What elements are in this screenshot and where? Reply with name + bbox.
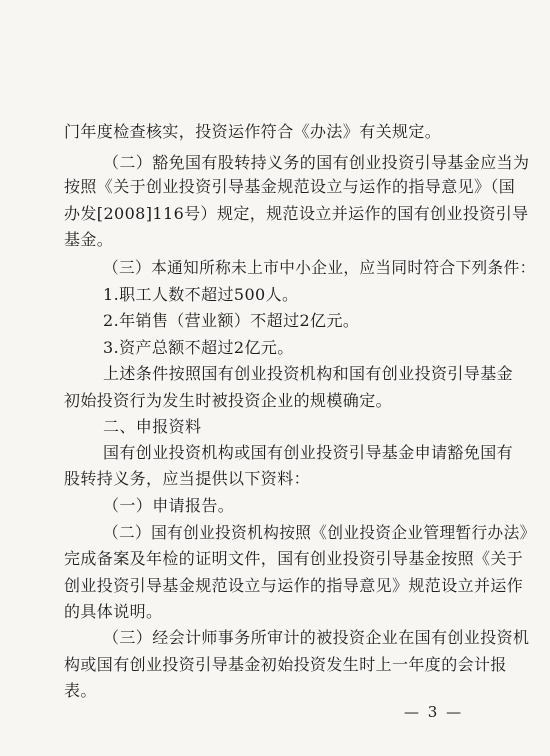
- text-line: （一）申请报告。: [103, 496, 235, 515]
- text-line: 完成备案及年检的证明文件，国有创业投资引导基金按照《关于: [64, 549, 524, 568]
- text-line: （二）豁免国有股转持义务的国有创业投资引导基金应当为: [103, 153, 530, 172]
- text-line: 表。: [64, 681, 97, 700]
- text-line: 3.资产总额不超过2亿元。: [103, 338, 294, 357]
- text-line: 构或国有创业投资引导基金初始投资发生时上一年度的会计报: [64, 655, 507, 674]
- text-line: 创业投资引导基金规范设立与运作的指导意见》规范设立并运作: [64, 576, 524, 595]
- page-number: — 3 —: [404, 703, 464, 721]
- text-line: 1.职工人数不超过500人。: [103, 285, 299, 304]
- text-line: （三）本通知所称未上市中小企业，应当同时符合下列条件：: [103, 258, 536, 277]
- text-line: 门年度检查核实，投资运作符合《办法》有关规定。: [64, 122, 442, 141]
- text-line: 的具体说明。: [64, 602, 163, 621]
- text-line: 初始投资行为发生时被投资企业的规模确定。: [64, 391, 393, 410]
- text-line: 按照《关于创业投资引导基金规范设立与运作的指导意见》（国: [64, 177, 516, 196]
- text-line: 基金。: [64, 230, 114, 249]
- text-line: 2.年销售（营业额）不超过2亿元。: [103, 311, 360, 330]
- text-line: 上述条件按照国有创业投资机构和国有创业投资引导基金: [103, 364, 514, 383]
- text-line: 国有创业投资机构或国有创业投资引导基金申请豁免国有: [103, 443, 514, 462]
- text-line: （三）经会计师事务所审计的被投资企业在国有创业投资机: [103, 628, 530, 647]
- text-line: （二）国有创业投资机构按照《创业投资企业管理暂行办法》: [103, 523, 536, 542]
- section-heading: 二、申报资料: [103, 417, 202, 436]
- text-line: 办发[2008]116号）规定，规范设立并运作的国有创业投资引导: [64, 204, 529, 223]
- text-line: 股转持义务，应当提供以下资料：: [64, 469, 311, 488]
